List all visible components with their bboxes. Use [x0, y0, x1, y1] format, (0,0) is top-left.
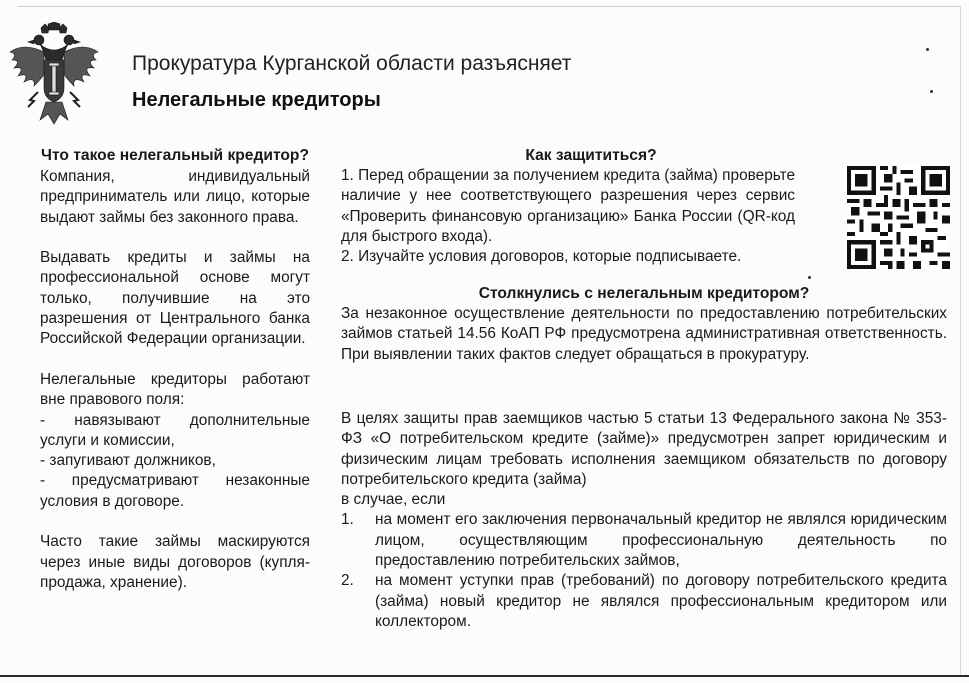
law-item-number: 1.: [341, 511, 354, 529]
page-edge-right: [960, 6, 961, 677]
definition-text: Компания, индивидуальный предприниматель или лицо, которые выдают займы без законного права.: [40, 168, 310, 226]
organization-title: Прокуратура Курганской области разъясняет: [132, 52, 572, 75]
document-title: Нелегальные кредиторы: [132, 89, 381, 111]
faced-block: [341, 304, 947, 365]
outside-law-item: - навязывают дополнительные услуги и комиссии,: [40, 411, 310, 449]
protect-heading: Как защититься?: [525, 147, 657, 164]
law-item-number: 2.: [341, 572, 354, 590]
protect-block: [341, 166, 795, 267]
law-case-text: в случае, если: [341, 491, 446, 509]
law-text: В целях защиты прав заемщиков частью 5 статьи 13 Федерального закона № 353-ФЗ «О потребительском кредите (займе)» предусмотрен запрет юридическим и физическим лицам требовать исполнения заемщиком обязательств по договору потребительского кредита (займа): [341, 410, 947, 488]
protect-item: 1. Перед обращении за получением кредита (займа) проверьте наличие у нее соответствующего разрешения через сервис «Проверить финансовую организацию» Банка России (QR-код для быстрого входа).: [341, 167, 796, 245]
scan-speck: [926, 48, 929, 51]
left-column: [40, 146, 310, 593]
outside-law-item: - запугивают должников,: [40, 452, 216, 470]
disguise-text: Часто такие займы маскируются через иные виды договоров (купля-продажа, хранение).: [40, 533, 310, 591]
faced-text: За незаконное осуществление деятельности по предоставлению потребительских займов статьей 14.56 КоАП РФ предусмотрена административная ответственность. При выявлении таких фактов следует обращаться в прокуратуру.: [341, 305, 947, 363]
law-item-text: на момент уступки прав (требований) по договору потребительского кредита (займа) новый кредитор не являлся профессиональным кредитором или коллектором.: [375, 572, 947, 630]
license-text: Выдавать кредиты и займы на профессиональной основе могут только, получившие на это разрешения от Центрального банка Российской Федерации организации.: [40, 249, 310, 348]
scan-speck: [930, 90, 933, 93]
faced-heading: Столкнулись с нелегальным кредитором?: [478, 285, 810, 302]
prosecutor-emblem-icon: [4, 22, 104, 132]
outside-law-item: - предусматривают незаконные условия в договоре.: [40, 472, 310, 510]
scan-speck: [808, 276, 811, 279]
outside-law-intro: Нелегальные кредиторы работают вне правового поля:: [40, 370, 310, 409]
law-list-item: [341, 510, 947, 571]
law-block: [341, 409, 947, 632]
law-list-item: [341, 571, 947, 632]
protect-item: 2. Изучайте условия договоров, которые подписываете.: [341, 248, 742, 266]
qr-code-icon[interactable]: [846, 166, 951, 269]
page-edge-bottom: [0, 675, 969, 677]
definition-heading: Что такое нелегальный кредитор?: [41, 147, 309, 164]
law-item-text: на момент его заключения первоначальный кредитор не являлся юридическим лицом, осуществляющим профессиональную деятельность по предоставлению потребительских займов,: [375, 511, 947, 570]
page-edge-top: [18, 6, 961, 7]
